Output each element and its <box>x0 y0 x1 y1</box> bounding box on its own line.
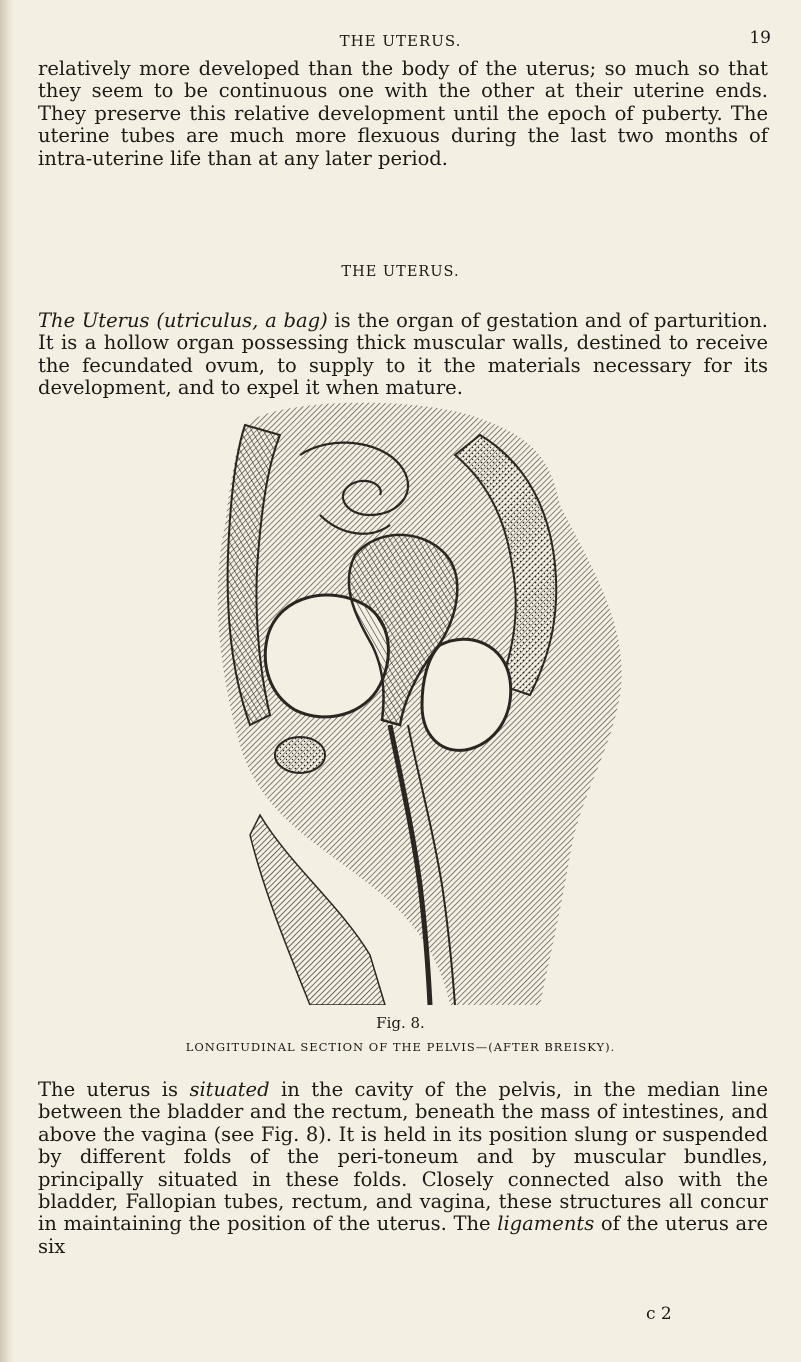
situated-term: situated <box>189 1078 270 1101</box>
page-edge <box>0 0 14 1362</box>
position-text-1: The uterus is <box>38 1078 190 1101</box>
paragraph-uterus-definition <box>38 310 768 400</box>
paragraph-uterine-tubes: relatively more developed than the body of the uterus; so much so that they seem to be continuous one with the other at their uterine ends. They preserve this relative development until the epoch of puberty. The uterine tubes are much more flexuous during the last two months of intra-uterine life than at any later period. <box>38 57 768 170</box>
page-number: 19 <box>749 28 771 48</box>
running-head: THE UTERUS. <box>339 32 462 50</box>
paragraph-uterus-position <box>38 1079 768 1258</box>
uterus-term: The Uterus <box>38 309 150 332</box>
position-text-3: of the uterus are six <box>38 1212 769 1258</box>
ligaments-term: ligaments <box>497 1212 595 1236</box>
signature-mark: c 2 <box>646 1304 672 1324</box>
section-heading: THE UTERUS. <box>341 264 460 280</box>
uterus-etymology: (utriculus, a bag) <box>156 309 328 332</box>
uterus-definition-text: is the organ of gestation and of parturition. It is a hollow organ possessing thick muscular walls, destined to receive the fecundated ovum, to supply to it the materials necessary for its development, and to expel it when mature. <box>38 309 768 400</box>
figure-caption: LONGITUDINAL SECTION OF THE PELVIS—(AFTER BREISKY). <box>185 1040 616 1054</box>
figure-label: Fig. 8. <box>376 1014 425 1032</box>
pubic-bone <box>275 737 325 773</box>
page-header <box>0 30 801 54</box>
pelvis-illustration <box>150 395 670 1005</box>
pelvis-section-figure <box>150 395 670 1005</box>
position-text-2: in the cavity of the pelvis, in the median line between the bladder and the rectum, beneath the mass of intestines, and above the vagina (see Fig. 8). It is held in its position slung or suspended by different folds of the peri-toneum and by muscular bundles, principally situated in these folds. Closely connected also with the bladder, Fallopian tubes, rectum, and vagina, these structures all concur in maintaining the position of the uterus. The <box>38 1078 768 1236</box>
